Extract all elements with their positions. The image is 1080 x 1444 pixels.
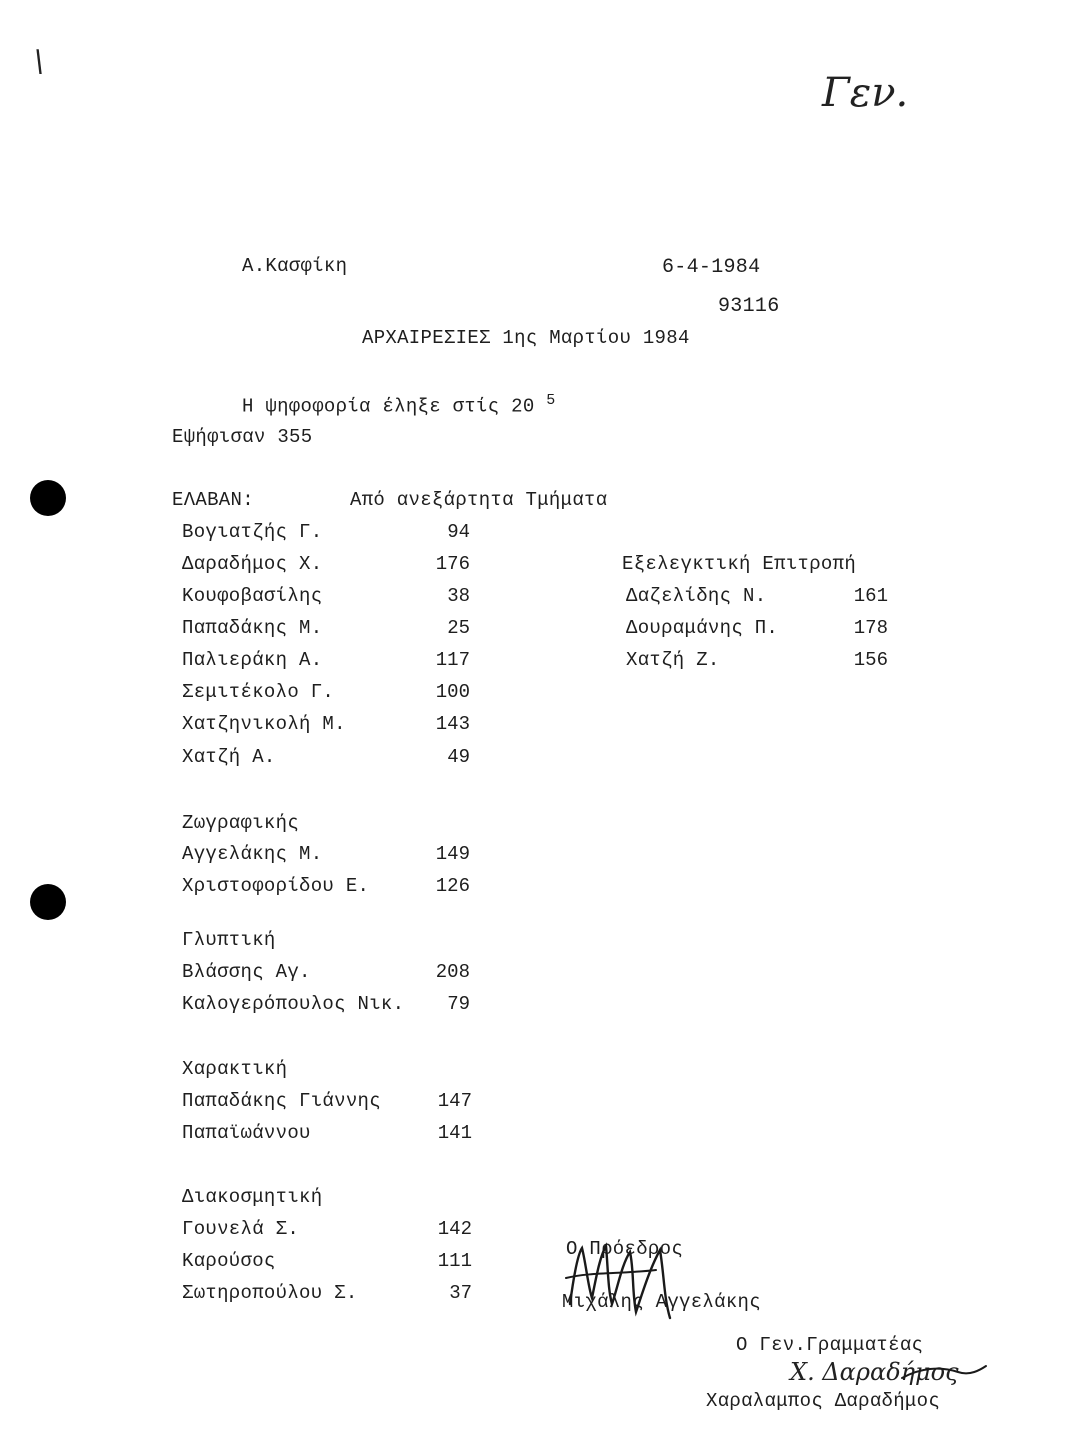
candidate-votes: 143 xyxy=(435,713,470,735)
candidate-name: Βογιατζής Γ. xyxy=(182,521,323,543)
candidate-name: Σωτηροπούλου Σ. xyxy=(182,1282,358,1304)
candidate-votes: 79 xyxy=(447,993,470,1015)
candidate-name: Χριστοφορίδου Ε. xyxy=(182,875,370,897)
voting-end-line xyxy=(242,392,556,417)
secretary-signature-flourish xyxy=(900,1360,990,1390)
independent-departments-heading: Από ανεξάρτητα Τμήματα xyxy=(350,489,608,511)
candidate-votes: 100 xyxy=(435,681,470,703)
voting-end-text: Η ψηφοφορία έληξε στίς 20 xyxy=(242,395,535,418)
sender-name: Α.Κασφίκη xyxy=(242,255,348,277)
section-title: Διακοσμητική xyxy=(182,1186,323,1208)
candidate-name: Αγγελάκης Μ. xyxy=(182,843,323,865)
candidate-name: Δαραδήμος Χ. xyxy=(182,553,323,575)
candidate-votes: 38 xyxy=(447,585,470,607)
section-title: Ζωγραφικής xyxy=(182,812,300,834)
candidate-name: Παπαδάκης Γιάννης xyxy=(182,1090,381,1112)
candidate-votes: 94 xyxy=(447,521,470,543)
candidate-name: Σεμιτέκολο Γ. xyxy=(182,681,335,703)
secretary-title: Ο Γεν.Γραμματέας xyxy=(736,1334,924,1356)
secretary-name: Χαραλαμπος Δαραδήμος xyxy=(706,1390,941,1412)
document-date: 6-4-1984 xyxy=(662,256,761,279)
candidate-name: Καλογερόπουλος Νικ. xyxy=(182,993,405,1015)
candidate-votes: 111 xyxy=(437,1250,472,1272)
candidate-votes: 49 xyxy=(447,746,470,768)
document-title: ΑΡΧΑΙΡΕΣΙΕΣ 1ης Μαρτίου 1984 xyxy=(362,327,690,349)
president-signature xyxy=(560,1234,690,1324)
margin-mark-top-left: \ xyxy=(34,44,45,79)
committee-member-name: Δουραμάνης Π. xyxy=(626,617,779,639)
committee-member-name: Δαζελίδης Ν. xyxy=(626,585,767,607)
candidate-votes: 25 xyxy=(447,617,470,639)
president-title: Ο Πρόεδρος xyxy=(566,1238,684,1260)
candidate-votes: 208 xyxy=(435,961,470,983)
candidate-name: Παπαδάκης Μ. xyxy=(182,617,323,639)
candidate-votes: 176 xyxy=(435,553,470,575)
section-title: Χαρακτική xyxy=(182,1058,288,1080)
committee-title: Εξελεγκτική Επιτροπή xyxy=(622,553,857,575)
candidate-votes: 126 xyxy=(435,875,470,897)
punch-hole-top xyxy=(30,480,66,516)
candidate-votes: 37 xyxy=(449,1282,472,1304)
margin-note-top-right: Γεν. xyxy=(822,70,909,116)
committee-member-name: Χατζή Ζ. xyxy=(626,649,720,671)
candidate-name: Χατζηνικολή Μ. xyxy=(182,713,346,735)
candidate-name: Παλιεράκη Α. xyxy=(182,649,323,671)
punch-hole-bottom xyxy=(30,884,66,920)
reference-number: 93116 xyxy=(718,295,780,318)
candidate-name: Παπαϊωάννου xyxy=(182,1122,311,1144)
voters-count-line: Εψήφισαν 355 xyxy=(172,426,313,448)
received-label: ΕΛΑΒΑΝ: xyxy=(172,489,254,511)
secretary-handwritten-signature: Χ. Δαραδήμος xyxy=(790,1358,959,1386)
president-name: Μιχάλης Αγγελάκης xyxy=(562,1291,761,1313)
committee-member-votes: 161 xyxy=(853,585,888,607)
candidate-name: Χατζή Α. xyxy=(182,746,276,768)
voting-end-superscript: 5 xyxy=(546,392,556,409)
candidate-votes: 149 xyxy=(435,843,470,865)
candidate-name: Καρούσος xyxy=(182,1250,276,1272)
candidate-name: Γουνελά Σ. xyxy=(182,1218,300,1240)
candidate-votes: 147 xyxy=(437,1090,472,1112)
candidate-votes: 141 xyxy=(437,1122,472,1144)
section-title: Γλυπτική xyxy=(182,929,276,951)
candidate-votes: 117 xyxy=(435,649,470,671)
committee-member-votes: 156 xyxy=(853,649,888,671)
candidate-name: Κουφοβασίλης xyxy=(182,585,323,607)
committee-member-votes: 178 xyxy=(853,617,888,639)
candidate-votes: 142 xyxy=(437,1218,472,1240)
candidate-name: Βλάσσης Αγ. xyxy=(182,961,311,983)
